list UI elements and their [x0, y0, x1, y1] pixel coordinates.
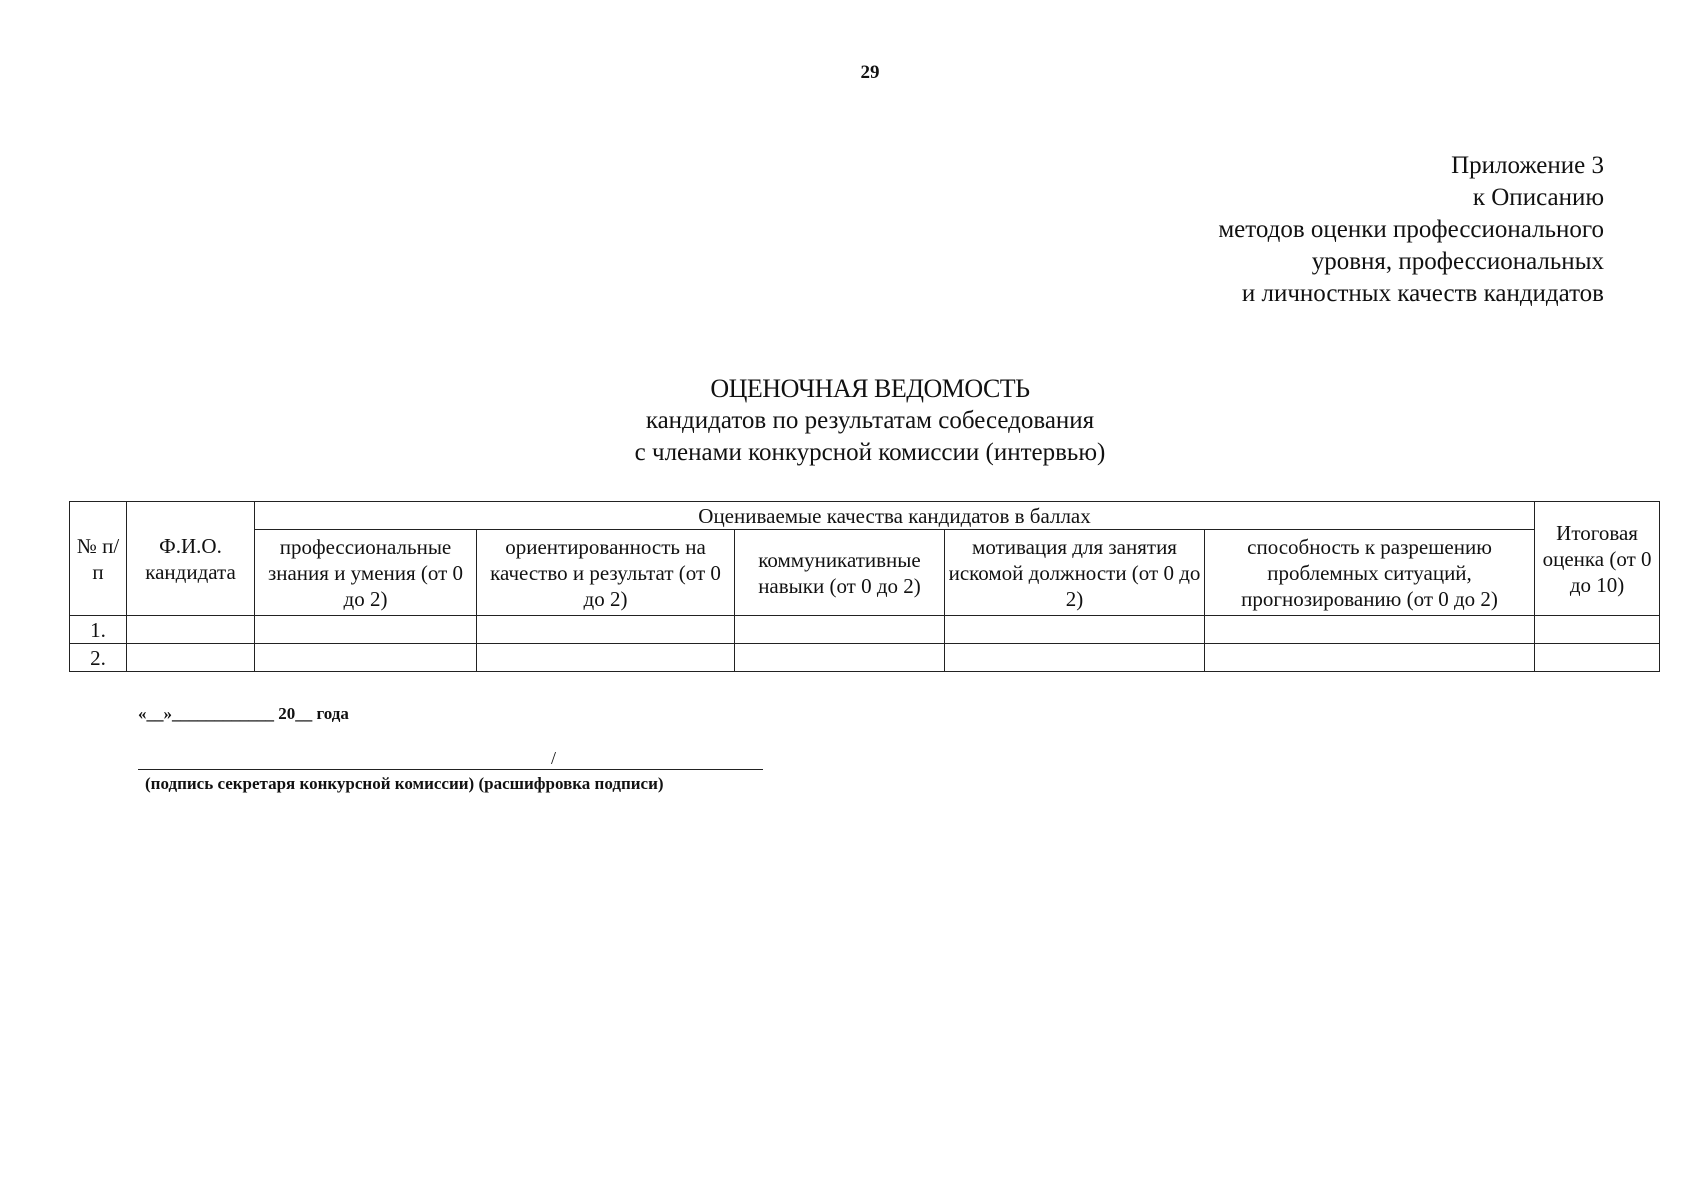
- header-quality-motivation: мотивация для занятия искомой должности (от 0 до 2): [945, 530, 1205, 616]
- signature-slash: /: [551, 748, 557, 768]
- score-cell[interactable]: [255, 644, 477, 672]
- score-cell[interactable]: [1205, 644, 1535, 672]
- header-quality-communication: коммуникативные навыки (от 0 до 2): [735, 530, 945, 616]
- signature-line: [138, 751, 763, 770]
- header-quality-problem-solving: способность к разрешению проблемных ситуаций, прогнозированию (от 0 до 2): [1205, 530, 1535, 616]
- appendix-line-2: к Описанию: [1472, 184, 1604, 211]
- score-cell[interactable]: [945, 644, 1205, 672]
- header-candidate-name: Ф.И.О. кандидата: [127, 502, 255, 616]
- header-quality-professional-knowledge: профессиональные знания и умения (от 0 до 2): [255, 530, 477, 616]
- signature-caption: (подпись секретаря конкурсной комиссии) (расшифровка подписи): [145, 774, 664, 793]
- total-cell[interactable]: [1535, 644, 1660, 672]
- header-number: № п/п: [70, 502, 127, 616]
- score-cell[interactable]: [735, 616, 945, 644]
- score-cell[interactable]: [255, 616, 477, 644]
- total-cell[interactable]: [1535, 616, 1660, 644]
- row-number-cell: 2.: [70, 644, 127, 672]
- date-line: «__»____________ 20__ года: [138, 704, 349, 723]
- score-cell[interactable]: [477, 644, 735, 672]
- score-cell[interactable]: [477, 616, 735, 644]
- table-header-row-2: [70, 530, 1660, 616]
- document-title: ОЦЕНОЧНАЯ ВЕДОМОСТЬ: [710, 374, 1030, 403]
- page-number: 29: [860, 62, 880, 83]
- document-subtitle-line-2: с членами конкурсной комиссии (интервью): [634, 439, 1106, 466]
- table-row: [70, 616, 1660, 644]
- appendix-line-1: Приложение 3: [1451, 152, 1604, 179]
- appendix-reference: [1218, 150, 1604, 310]
- score-table: [69, 501, 1660, 672]
- header-quality-result-orientation: ориентированность на качество и результат (от 0 до 2): [477, 530, 735, 616]
- name-cell[interactable]: [127, 616, 255, 644]
- row-number-cell: 1.: [70, 616, 127, 644]
- score-cell[interactable]: [945, 616, 1205, 644]
- document-subtitle-line-1: кандидатов по результатам собеседования: [645, 407, 1095, 434]
- table-row: [70, 644, 1660, 672]
- title-block: [0, 373, 1694, 469]
- appendix-line-4: уровня, профессиональных: [1311, 248, 1604, 275]
- score-cell[interactable]: [735, 644, 945, 672]
- header-qualities-group: Оцениваемые качества кандидатов в баллах: [255, 502, 1535, 530]
- table-header-row-1: [70, 502, 1660, 530]
- score-cell[interactable]: [1205, 616, 1535, 644]
- appendix-line-5: и личностных качеств кандидатов: [1241, 280, 1604, 307]
- name-cell[interactable]: [127, 644, 255, 672]
- header-total-score: Итоговая оценка (от 0 до 10): [1535, 502, 1660, 616]
- appendix-line-3: методов оценки профессионального: [1218, 216, 1604, 243]
